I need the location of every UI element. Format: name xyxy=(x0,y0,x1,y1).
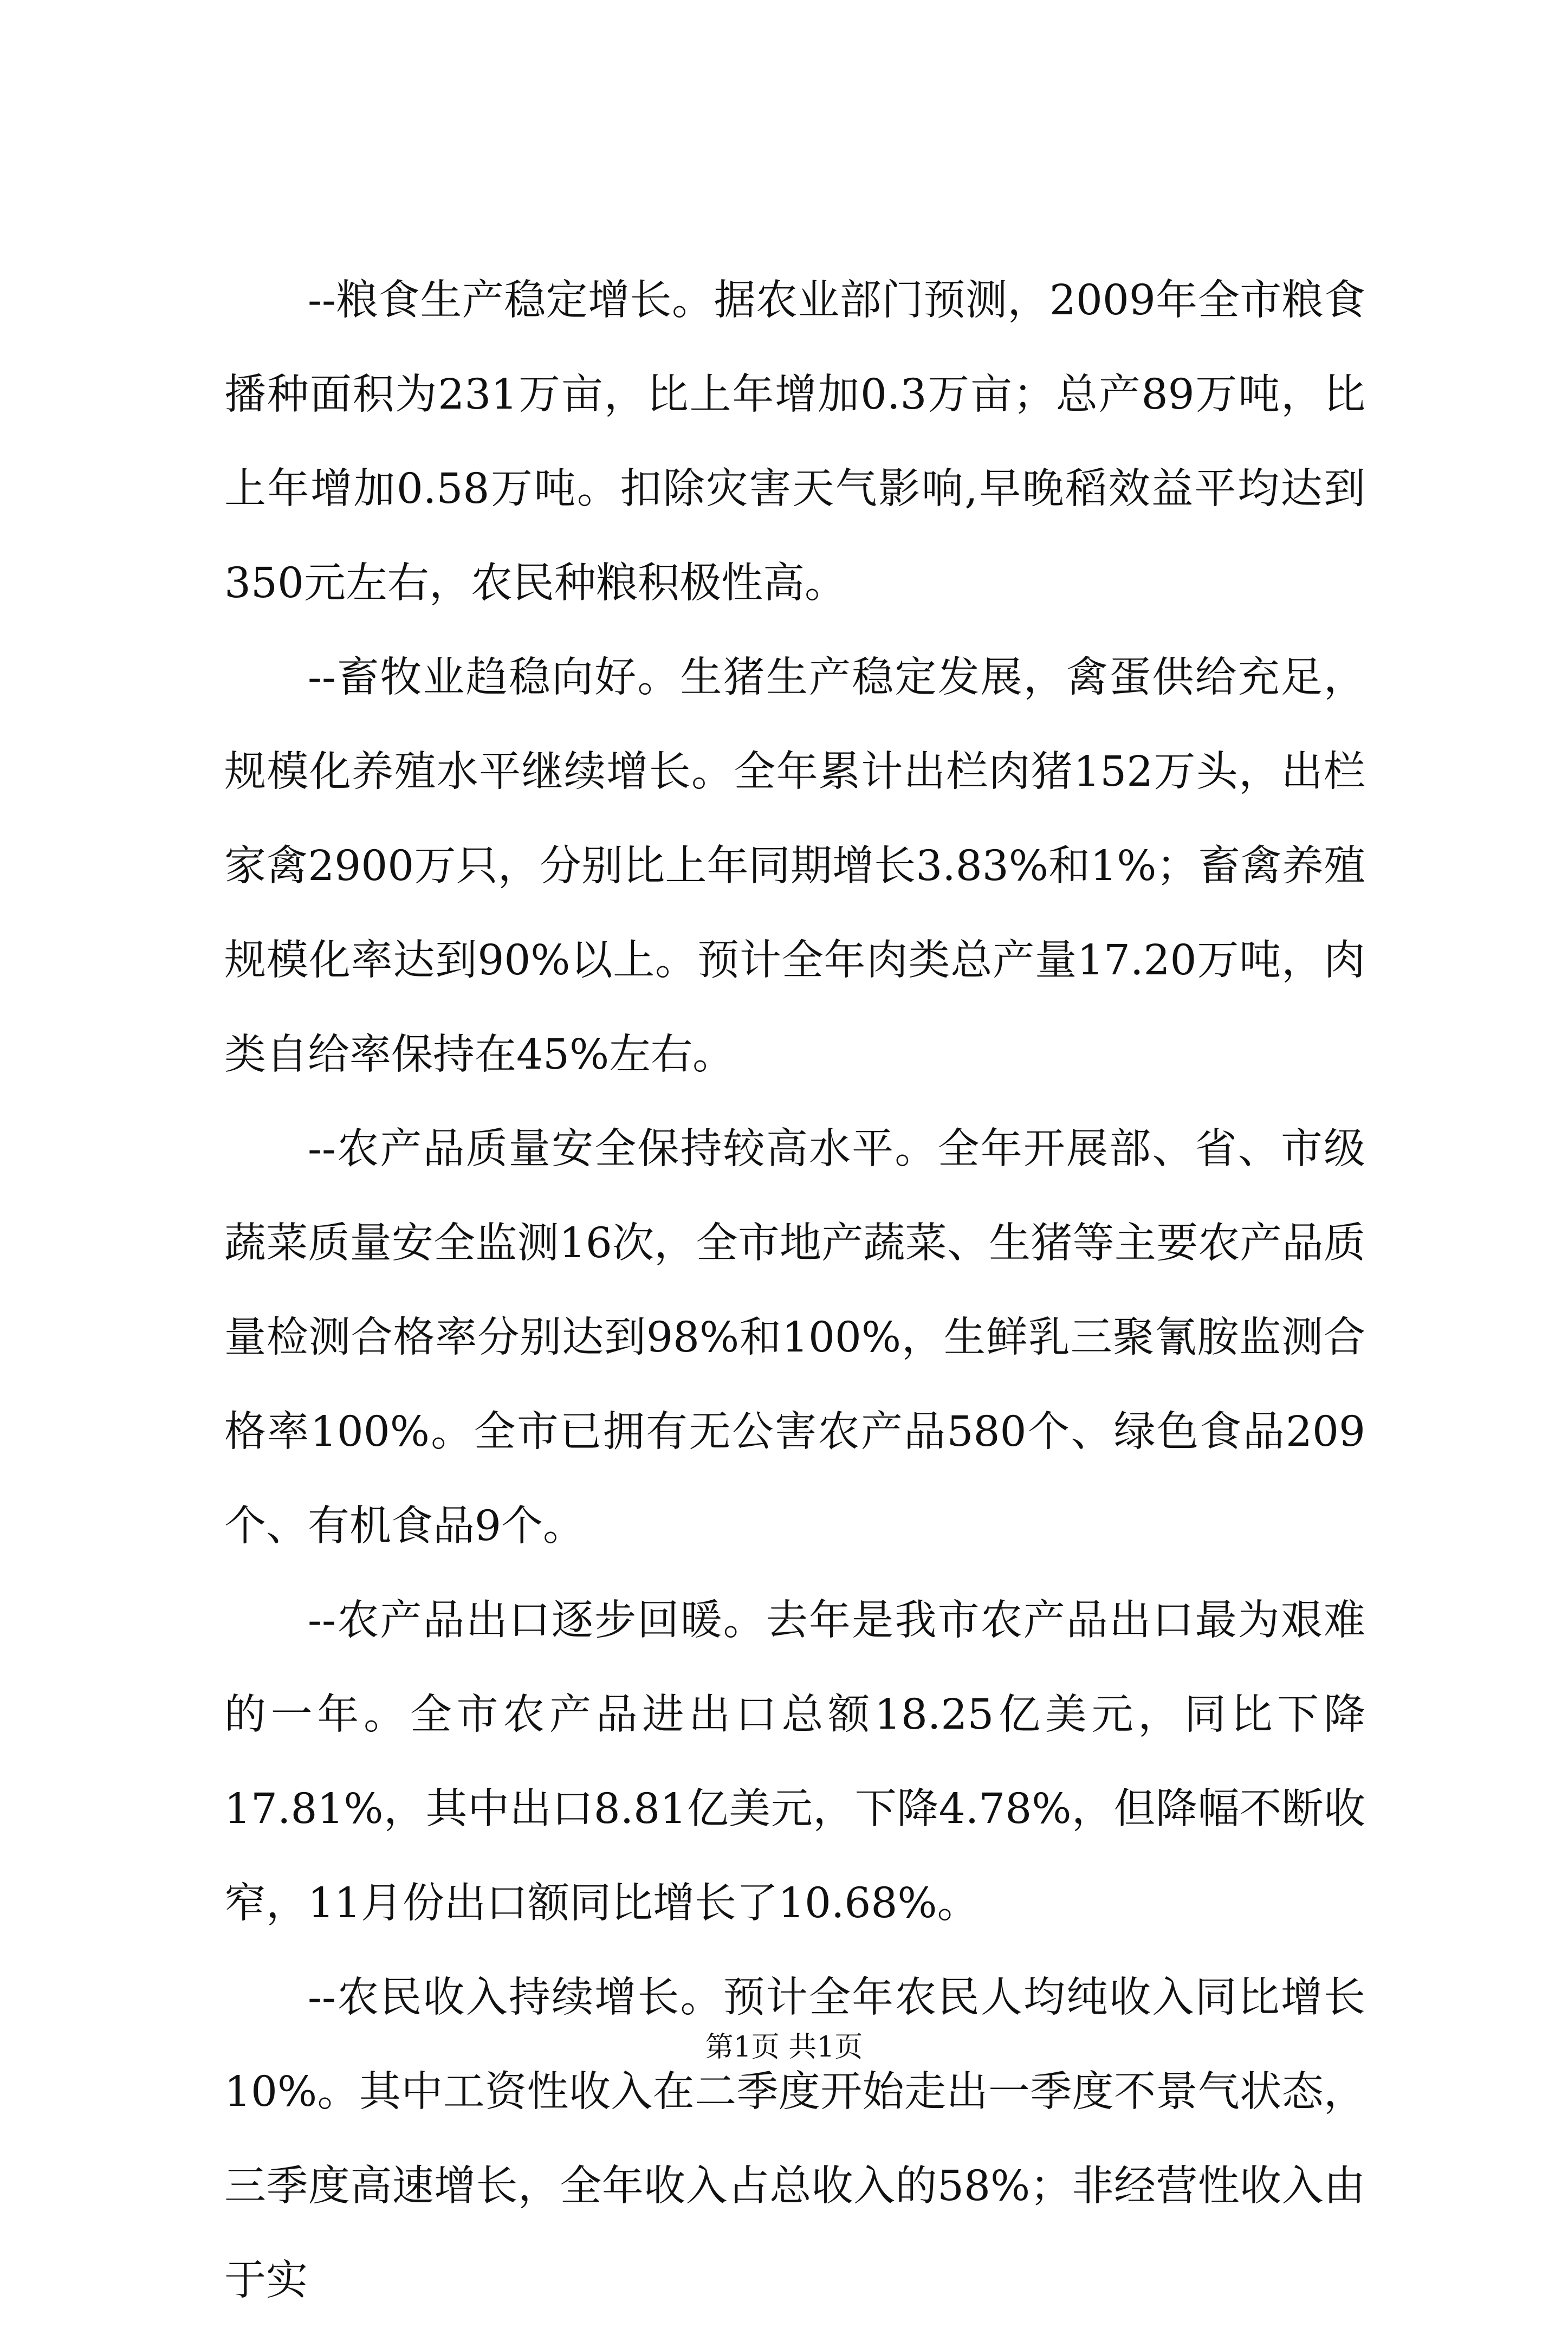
paragraph-product-export: --农产品出口逐步回暖。去年是我市农产品出口最为艰难的一年。全市农产品进出口总额18.25亿美元，同比下降17.81%，其中出口8.81亿美元，下降4.78%，但降幅不断收窄，11月份出口额同比增长了10.68%。 xyxy=(224,1596,1365,1928)
paragraph-product-quality: --农产品质量安全保持较高水平。全年开展部、省、市级蔬菜质量安全监测16次，全市地产蔬菜、生猪等主要农产品质量检测合格率分别达到98%和100%，生鲜乳三聚氰胺监测合格率100%。全市已拥有无公害农产品580个、绿色食品209个、有机食品9个。 xyxy=(224,1125,1365,1550)
paragraph-grain-production: --粮食生产稳定增长。据农业部门预测，2009年全市粮食播种面积为231万亩，比上年增加0.3万亩；总产89万吨，比上年增加0.58万吨。扣除灾害天气影响,早晚稻效益平均达到350元左右，农民种粮积极性高。 xyxy=(224,276,1365,607)
page-footer: 第1页 共1页 xyxy=(705,2031,863,2064)
paragraph-livestock: --畜牧业趋稳向好。生猪生产稳定发展，禽蛋供给充足，规模化养殖水平继续增长。全年累计出栏肉猪152万头，出栏家禽2900万只，分别比上年同期增长3.83%和1%；畜禽养殖规模化率达到90%以上。预计全年肉类总产量17.20万吨，肉类自给率保持在45%左右。 xyxy=(224,654,1365,1079)
paragraph-farmer-income: --农民收入持续增长。预计全年农民人均纯收入同比增长10%。其中工资性收入在二季度开始走出一季度不景气状态，三季度高速增长，全年收入占总收入的58%；非经营性收入由于实 xyxy=(224,1974,1365,2305)
document-body xyxy=(224,254,1365,2328)
